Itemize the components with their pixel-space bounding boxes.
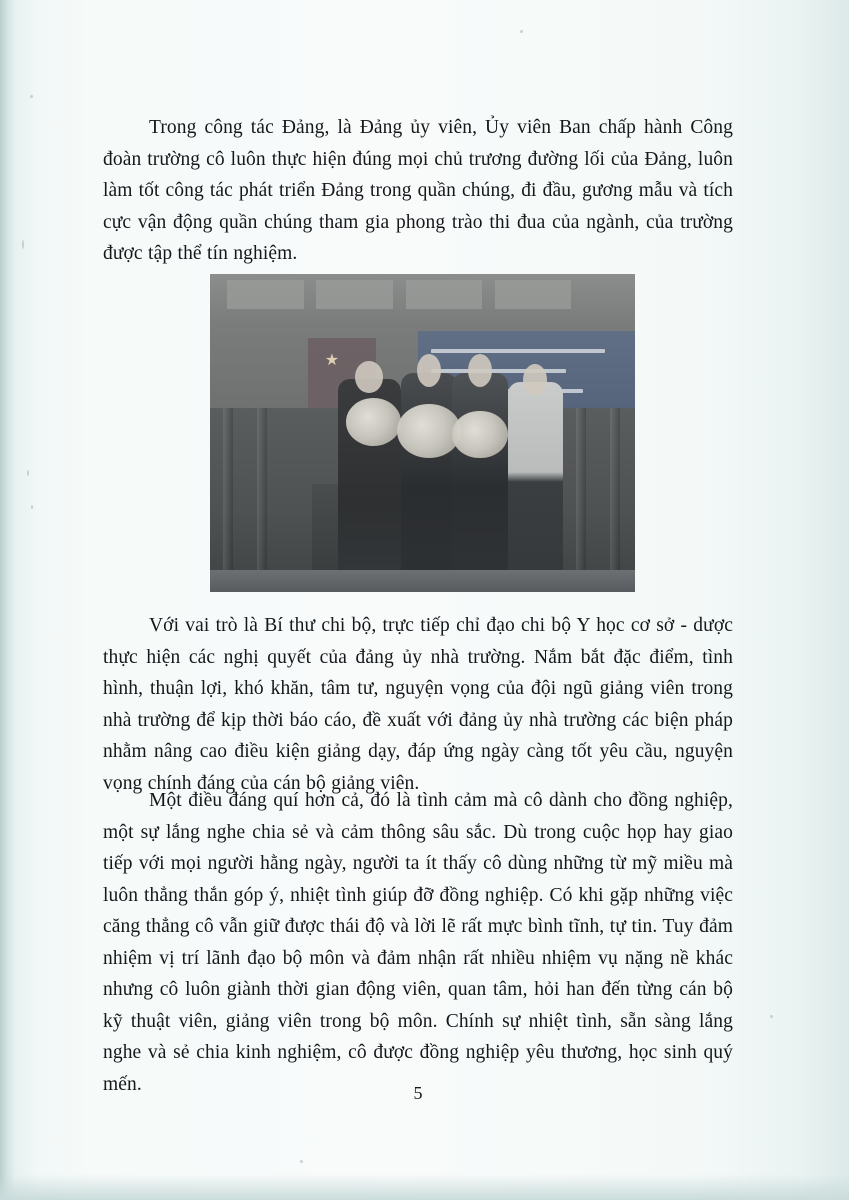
- curtain-fold: [223, 408, 233, 592]
- person-man-3: [508, 382, 563, 582]
- scan-speckle: [22, 240, 24, 249]
- head: [355, 361, 383, 394]
- head: [468, 354, 492, 388]
- ceiling-panel: [406, 280, 483, 309]
- scan-speckle: [31, 505, 33, 509]
- head: [523, 364, 547, 396]
- stage-floor: [210, 570, 635, 592]
- scan-speckle: [30, 95, 33, 98]
- curtain-fold: [257, 408, 267, 592]
- bouquet: [397, 404, 461, 458]
- ceiling-panel: [227, 280, 304, 309]
- curtain-fold: [610, 408, 620, 592]
- page-number: 5: [413, 1083, 423, 1103]
- scan-speckle: [27, 470, 29, 476]
- curtain-fold: [576, 408, 586, 592]
- paragraph-2: Với vai trò là Bí thư chi bộ, trực tiếp chỉ đạo chi bộ Y học cơ sở - dược thực hiện các nghị quyết của đảng ủy nhà trường. Nắm bắt đặc điểm, tình hình, thuận lợi, khó khăn, tâm tư, nguyện vọng của đội ngũ giảng viên trong nhà trường để kịp thời báo cáo, đề xuất với đảng ủy nhà trường các biện pháp nhằm nâng cao điều kiện giảng dạy, đáp ứng ngày càng tốt yêu cầu, nguyện vọng chính đáng của cán bộ giảng viên.: [103, 615, 733, 794]
- banner-text-line: [431, 349, 604, 353]
- bouquet: [452, 411, 507, 459]
- ceiling-panel: [495, 280, 572, 309]
- person-man-2: [452, 373, 507, 583]
- bouquet: [346, 398, 401, 446]
- star-icon: ★: [324, 352, 340, 370]
- page-content: [103, 0, 733, 1200]
- head: [417, 354, 441, 388]
- ceiling-panel: [316, 280, 393, 309]
- paragraph-1: Trong công tác Đảng, là Đảng ủy viên, Ủy viên Ban chấp hành Công đoàn trường cô luôn thực hiện đúng mọi chủ trương đường lối của Đảng, luôn làm tốt công tác phát triển Đảng trong quần chúng, đi đầu, gương mẫu và tích cực vận động quần chúng tham gia phong trào thi đua của ngành, của trường được tập thể tín nghiệm.: [103, 117, 733, 264]
- scan-speckle: [770, 1015, 773, 1018]
- paragraph-3: Một điều đáng quí hơn cả, đó là tình cảm mà cô dành cho đồng nghiệp, một sự lắng nghe chia sẻ và cảm thông sâu sắc. Dù trong cuộc họp hay giao tiếp với mọi người hằng ngày, người ta ít thấy cô dùng những từ mỹ miều mà luôn thẳng thắn góp ý, nhiệt tình giúp đỡ đồng nghiệp. Có khi gặp những việc căng thẳng cô vẫn giữ được thái độ và lời lẽ rất mực bình tĩnh, tự tin. Tuy đảm nhiệm vị trí lãnh đạo bộ môn và đảm nhận rất nhiều nhiệm vụ nặng nề khác nhưng cô luôn giành thời gian động viên, quan tâm, hỏi han đến từng cán bộ kỹ thuật viên, giảng viên trong bộ môn. Chính sự nhiệt tình, sẵn sàng lắng nghe và sẻ chia kinh nghiệm, cô được đồng nghiệp yêu thương, học sinh quý mến.: [103, 790, 733, 1095]
- group-award-photo: [210, 274, 635, 592]
- photo-image: [210, 274, 635, 592]
